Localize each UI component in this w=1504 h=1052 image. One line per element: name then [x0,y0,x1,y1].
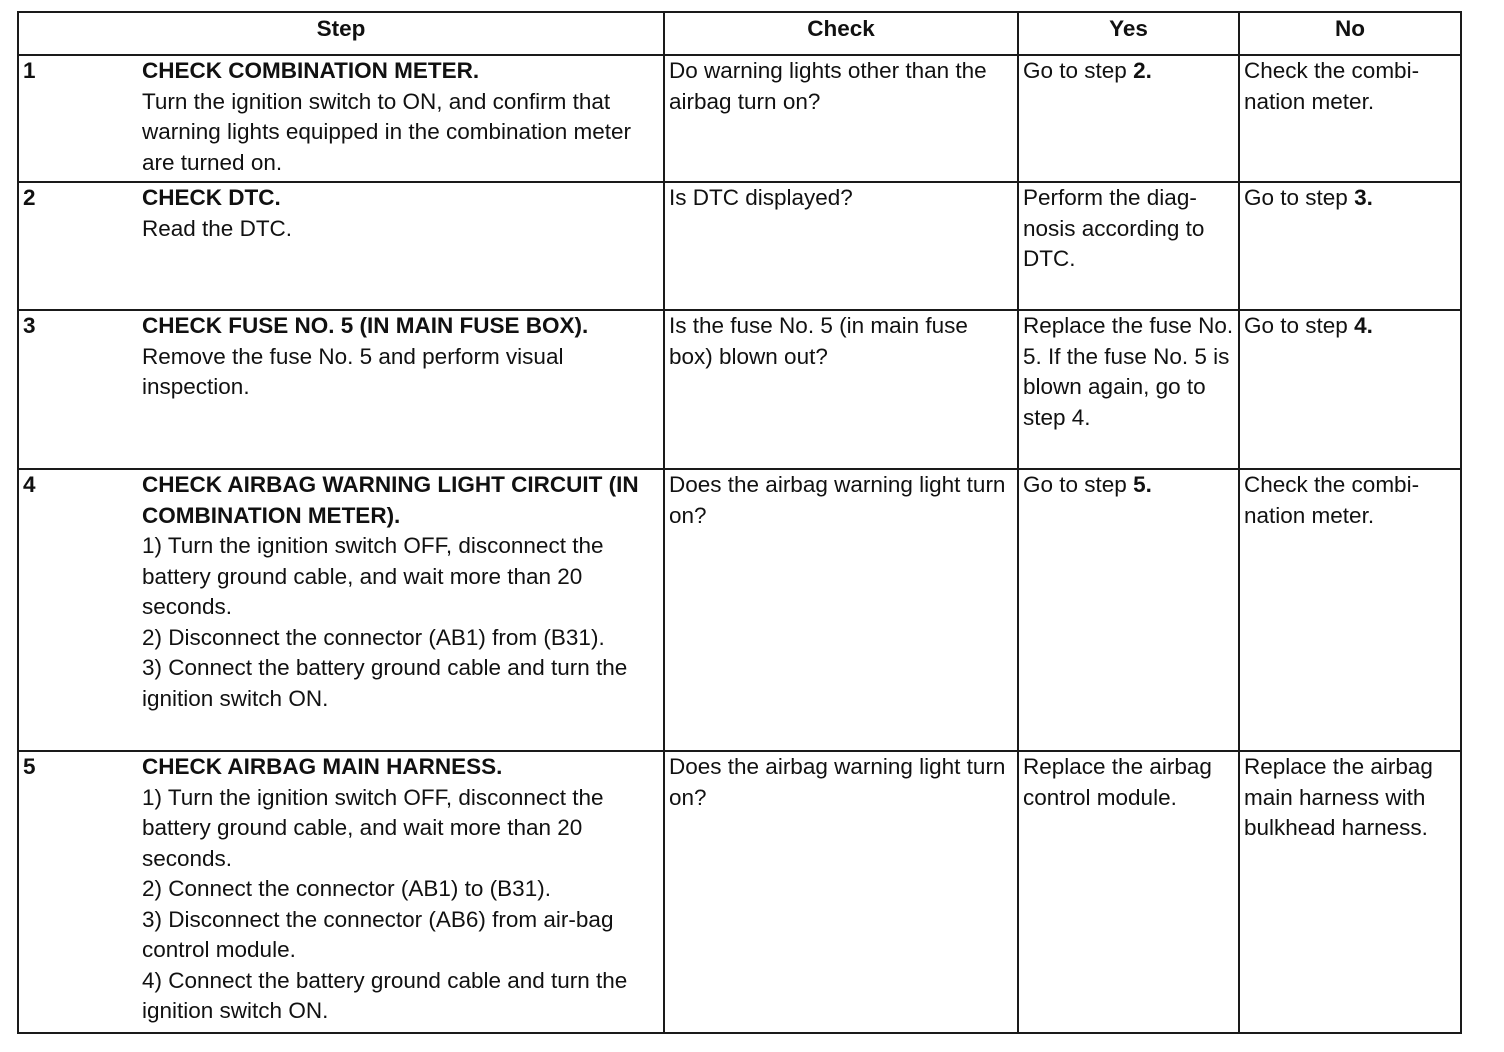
substep: 3) Disconnect the connector (AB6) from air-bag control module. [142,906,614,962]
yes-text: Go to step [1023,472,1134,497]
header-no: No [1239,12,1461,55]
substep: 2) Connect the connector (AB1) to (B31). [142,876,551,901]
no-cell [1239,469,1461,751]
step-number: 3 [23,313,36,338]
step-description: Remove the fuse No. 5 and perform visual inspection. [142,343,564,399]
header-check: Check [664,12,1018,55]
no-cell [1239,55,1461,182]
yes-step-ref: 2. [1133,58,1152,83]
diagnostic-table [17,11,1462,1034]
check-text: Does the airbag warning light turn on? [669,754,1006,810]
step-title: CHECK COMBINATION METER. [142,58,480,83]
no-step-ref: 4. [1354,313,1373,338]
no-cell [1239,751,1461,1033]
step-title: CHECK FUSE NO. 5 (IN MAIN FUSE BOX). [142,313,589,338]
step-cell [18,310,664,469]
check-text: Do warning lights other than the airbag turn on? [669,58,987,114]
check-text: Is the fuse No. 5 (in main fuse box) blown out? [669,313,968,369]
step-number: 1 [23,58,36,83]
header-row [18,12,1461,55]
step-title: CHECK AIRBAG WARNING LIGHT CIRCUIT (IN COMBINATION METER). [142,472,639,528]
step-number: 2 [23,185,36,210]
table-row [18,55,1461,182]
no-cell [1239,310,1461,469]
substep: 2) Disconnect the connector (AB1) from (B31). [142,624,605,650]
step-description: Read the DTC. [142,215,293,241]
substep: 4) Connect the battery ground cable and turn the ignition switch ON. [142,967,628,1023]
yes-cell [1018,751,1239,1033]
step-title: CHECK DTC. [142,185,281,210]
yes-cell [1018,55,1239,182]
check-cell [664,310,1018,469]
no-text: Check the combi-nation meter. [1244,58,1420,114]
check-text: Is DTC displayed? [669,185,853,210]
table-row [18,751,1461,1033]
check-cell [664,751,1018,1033]
header-step: Step [18,12,664,55]
step-title: CHECK AIRBAG MAIN HARNESS. [142,754,503,779]
step-number: 4 [23,472,36,497]
no-text: Go to step [1244,313,1355,338]
check-text: Does the airbag warning light turn on? [669,472,1006,528]
step-number: 5 [23,754,36,779]
table-row [18,182,1461,310]
check-cell [664,55,1018,182]
step-cell [18,55,664,182]
no-text: Replace the airbag main harness with bulkhead harness. [1244,754,1433,840]
yes-cell [1018,469,1239,751]
check-cell [664,469,1018,751]
table-row [18,469,1461,751]
substep: 1) Turn the ignition switch OFF, disconnect the battery ground cable, and wait more than 20 seconds. [142,784,604,871]
no-text: Check the combi-nation meter. [1244,472,1420,528]
table-row [18,310,1461,469]
step-cell [18,751,664,1033]
no-cell [1239,182,1461,310]
yes-cell [1018,310,1239,469]
no-text: Go to step [1244,185,1355,210]
yes-text: Go to step [1023,58,1134,83]
yes-cell [1018,182,1239,310]
yes-step-ref: 5. [1133,472,1152,497]
substep: 1) Turn the ignition switch OFF, disconnect the battery ground cable, and wait more than 20 seconds. [142,533,604,619]
substep: 3) Connect the battery ground cable and turn the ignition switch ON. [142,655,628,711]
step-description: Turn the ignition switch to ON, and confirm that warning lights equipped in the combination meter are turned on. [142,88,632,175]
no-step-ref: 3. [1354,185,1373,210]
yes-text: Replace the airbag control module. [1023,754,1212,810]
step-cell [18,469,664,751]
yes-text: Perform the diag-nosis according to DTC. [1023,185,1205,271]
step-cell [18,182,664,310]
yes-text: Replace the fuse No. 5. If the fuse No. 5 is blown again, go to step 4. [1023,313,1234,430]
header-yes: Yes [1018,12,1239,55]
check-cell [664,182,1018,310]
